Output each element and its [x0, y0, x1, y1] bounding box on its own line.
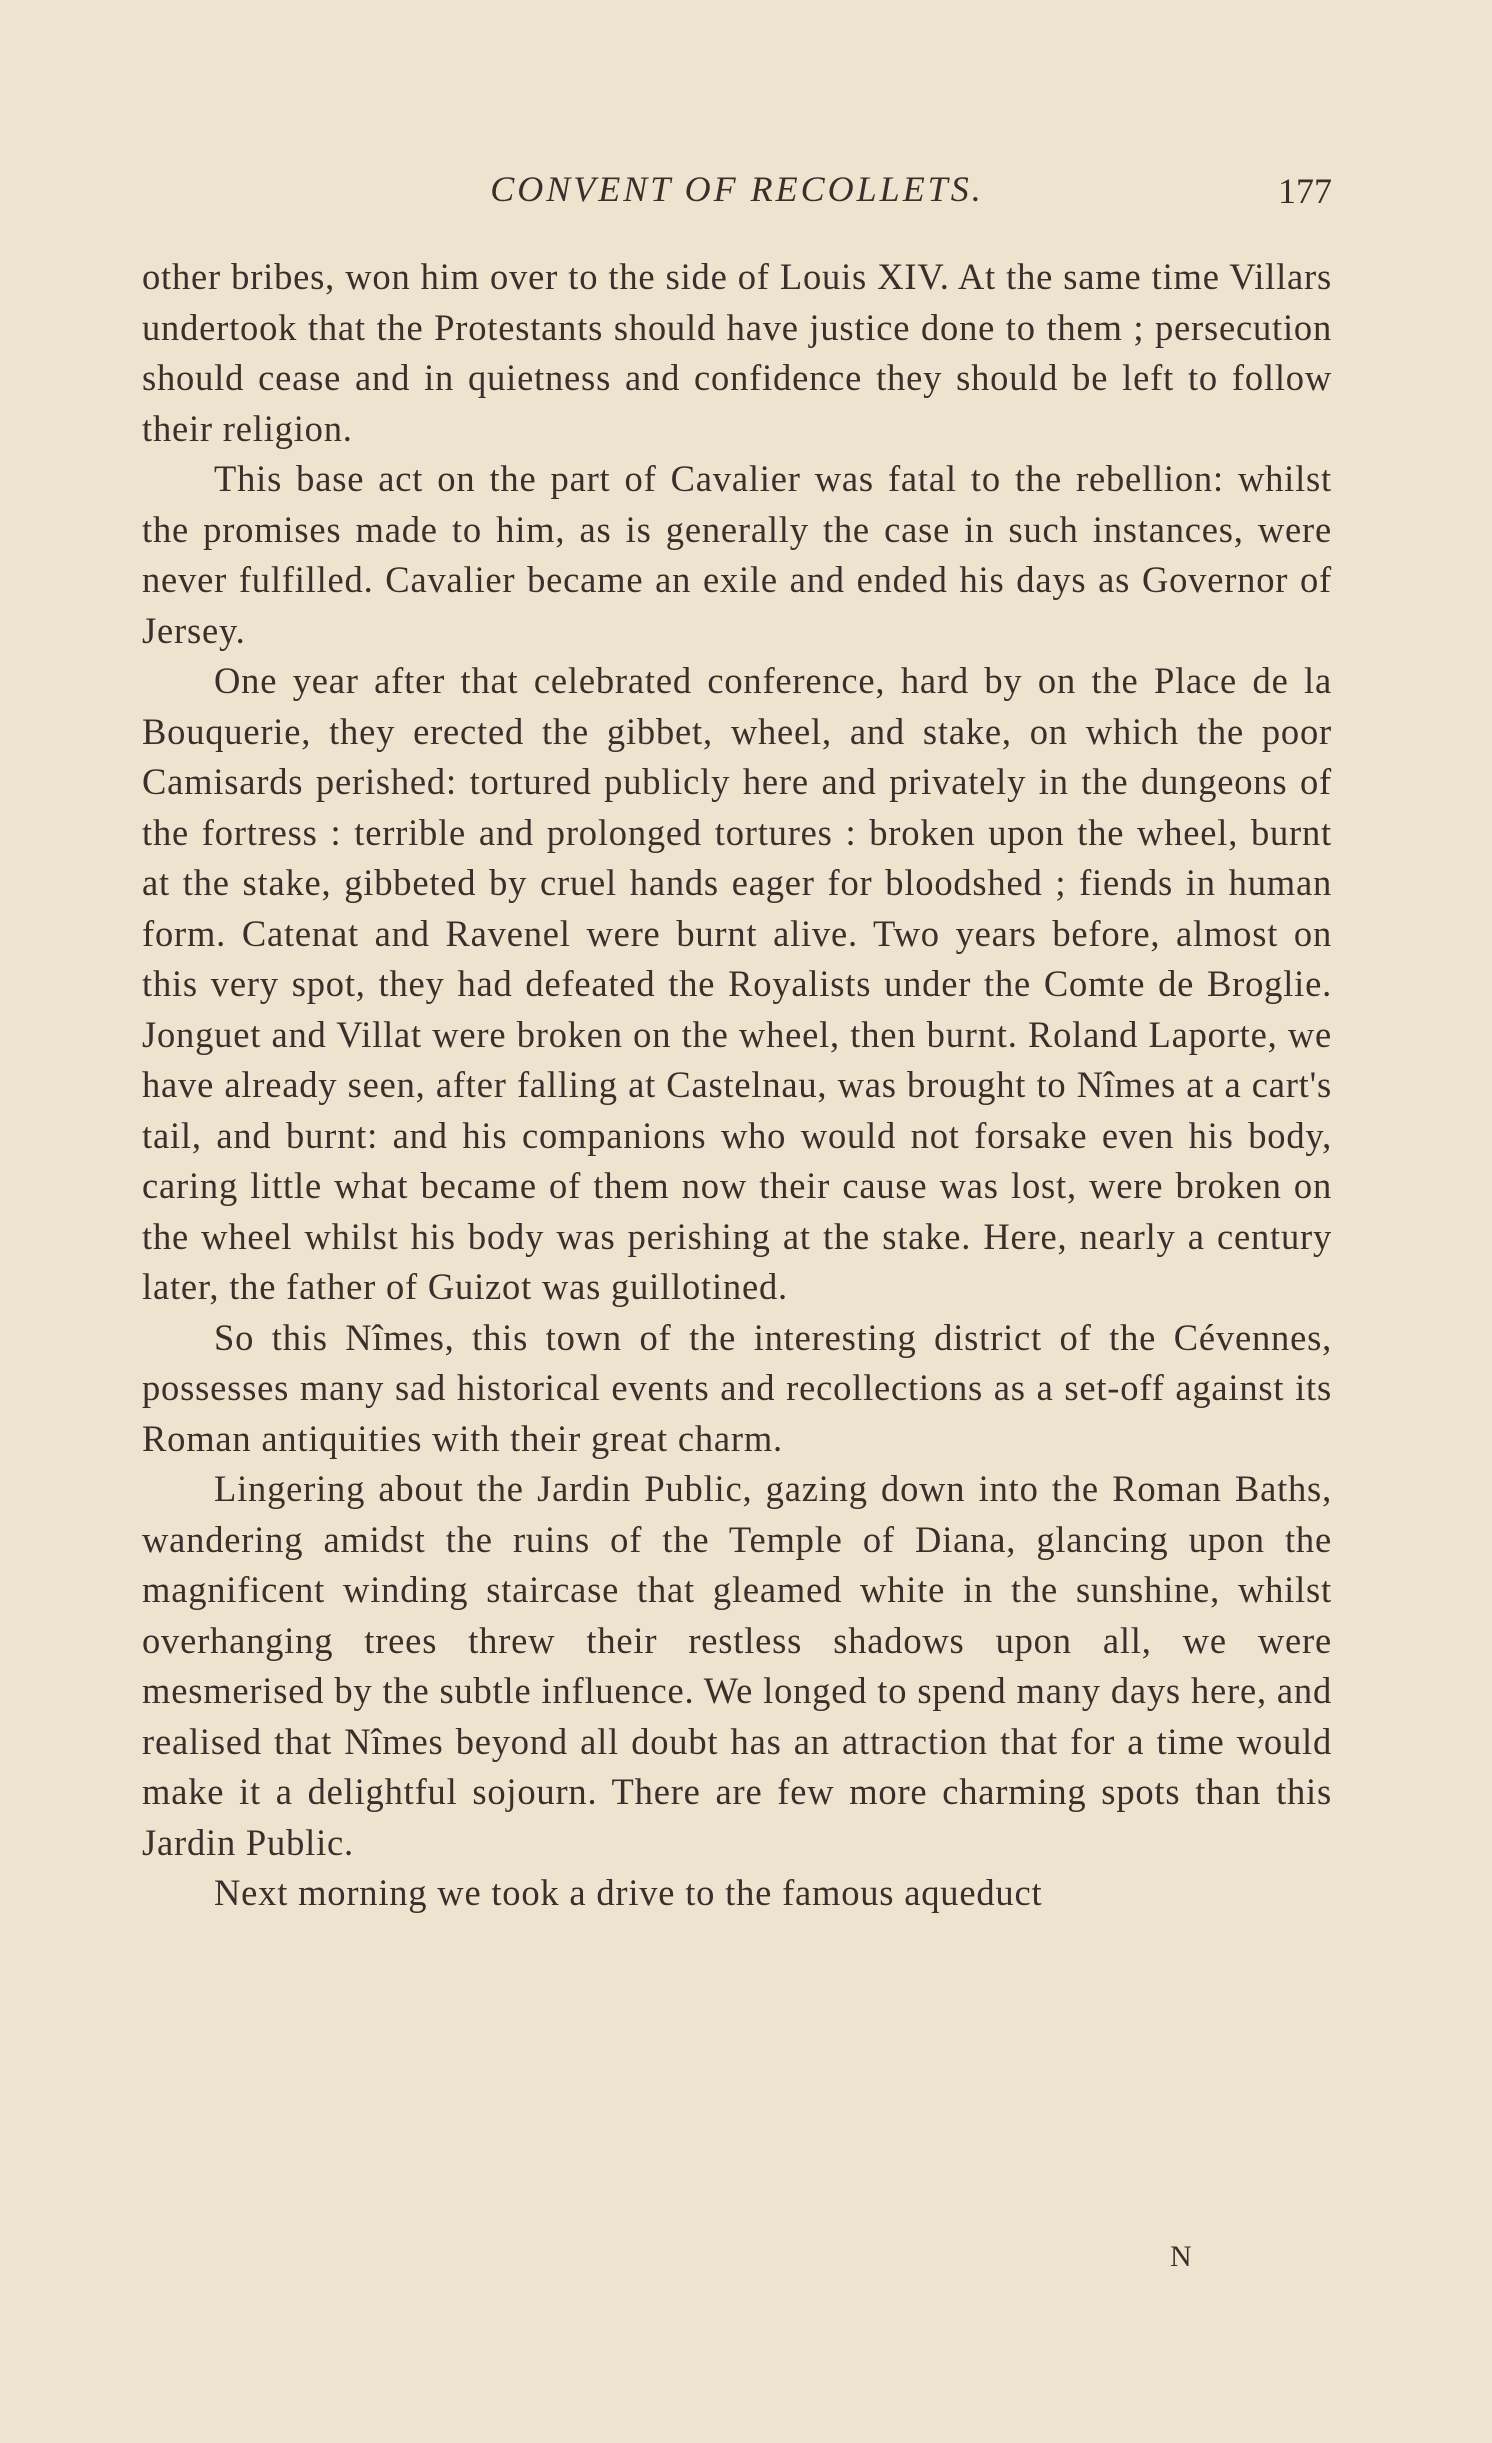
running-head — [142, 168, 1332, 228]
page-number: 177 — [1278, 171, 1332, 211]
paragraph-cavalier: This base act on the part of Cavalier was fatal to the rebellion: whilst the promises made to him, as is generally the case in such instances, were never fulfilled. Cavalier became an exile and ended his days as Governor of Jersey. — [142, 458, 1332, 651]
paragraph-nimes: So this Nîmes, this town of the interesting district of the Cévennes, possesses many sad historical events and recollections as a set-off against its Roman antiquities with their great charm. — [142, 1316, 1332, 1459]
signature-mark: N — [1170, 2240, 1192, 2273]
paragraph-continuation: other bribes, won him over to the side of Louis XIV. At the same time Villars undertook that the Protestants should have justice done to them ; persecution should cease and in quietness and confidence they should be left to follow their religion. — [142, 256, 1332, 449]
paragraph-jardin-public: Lingering about the Jardin Public, gazing down into the Roman Baths, wandering amidst the ruins of the Temple of Diana, glancing upon the magnificent winding staircase that gleamed white in the sunshine, whilst overhanging trees threw their restless shadows upon all, we were mesmerised by the subtle influence. We longed to spend many days here, and realised that Nîmes beyond all doubt has an attraction that for a time would make it a delightful sojourn. There are few more charming spots than this Jardin Public. — [142, 1468, 1332, 1863]
paragraph-aqueduct: Next morning we took a drive to the famous aqueduct — [214, 1872, 1043, 1913]
body-text — [142, 252, 1332, 1919]
paragraph-camisards: One year after that celebrated conference, hard by on the Place de la Bouquerie, they erected the gibbet, wheel, and stake, on which the poor Camisards perished: tortured publicly here and privately in the dungeons of the fortress : terrible and prolonged tortures : broken upon the wheel, burnt at the stake, gibbeted by cruel hands eager for bloodshed ; fiends in human form. Catenat and Ravenel were burnt alive. Two years before, almost on this very spot, they had defeated the Royalists under the Comte de Broglie. Jonguet and Villat were broken on the wheel, then burnt. Roland Laporte, we have already seen, after falling at Castelnau, was brought to Nîmes at a cart's tail, and burnt: and his companions who would not forsake even his body, caring little what became of them now their cause was lost, were broken on the wheel whilst his body was perishing at the stake. Here, nearly a century later, the father of Guizot was guillotined. — [142, 660, 1332, 1307]
running-title: CONVENT OF RECOLLETS. — [490, 169, 984, 209]
